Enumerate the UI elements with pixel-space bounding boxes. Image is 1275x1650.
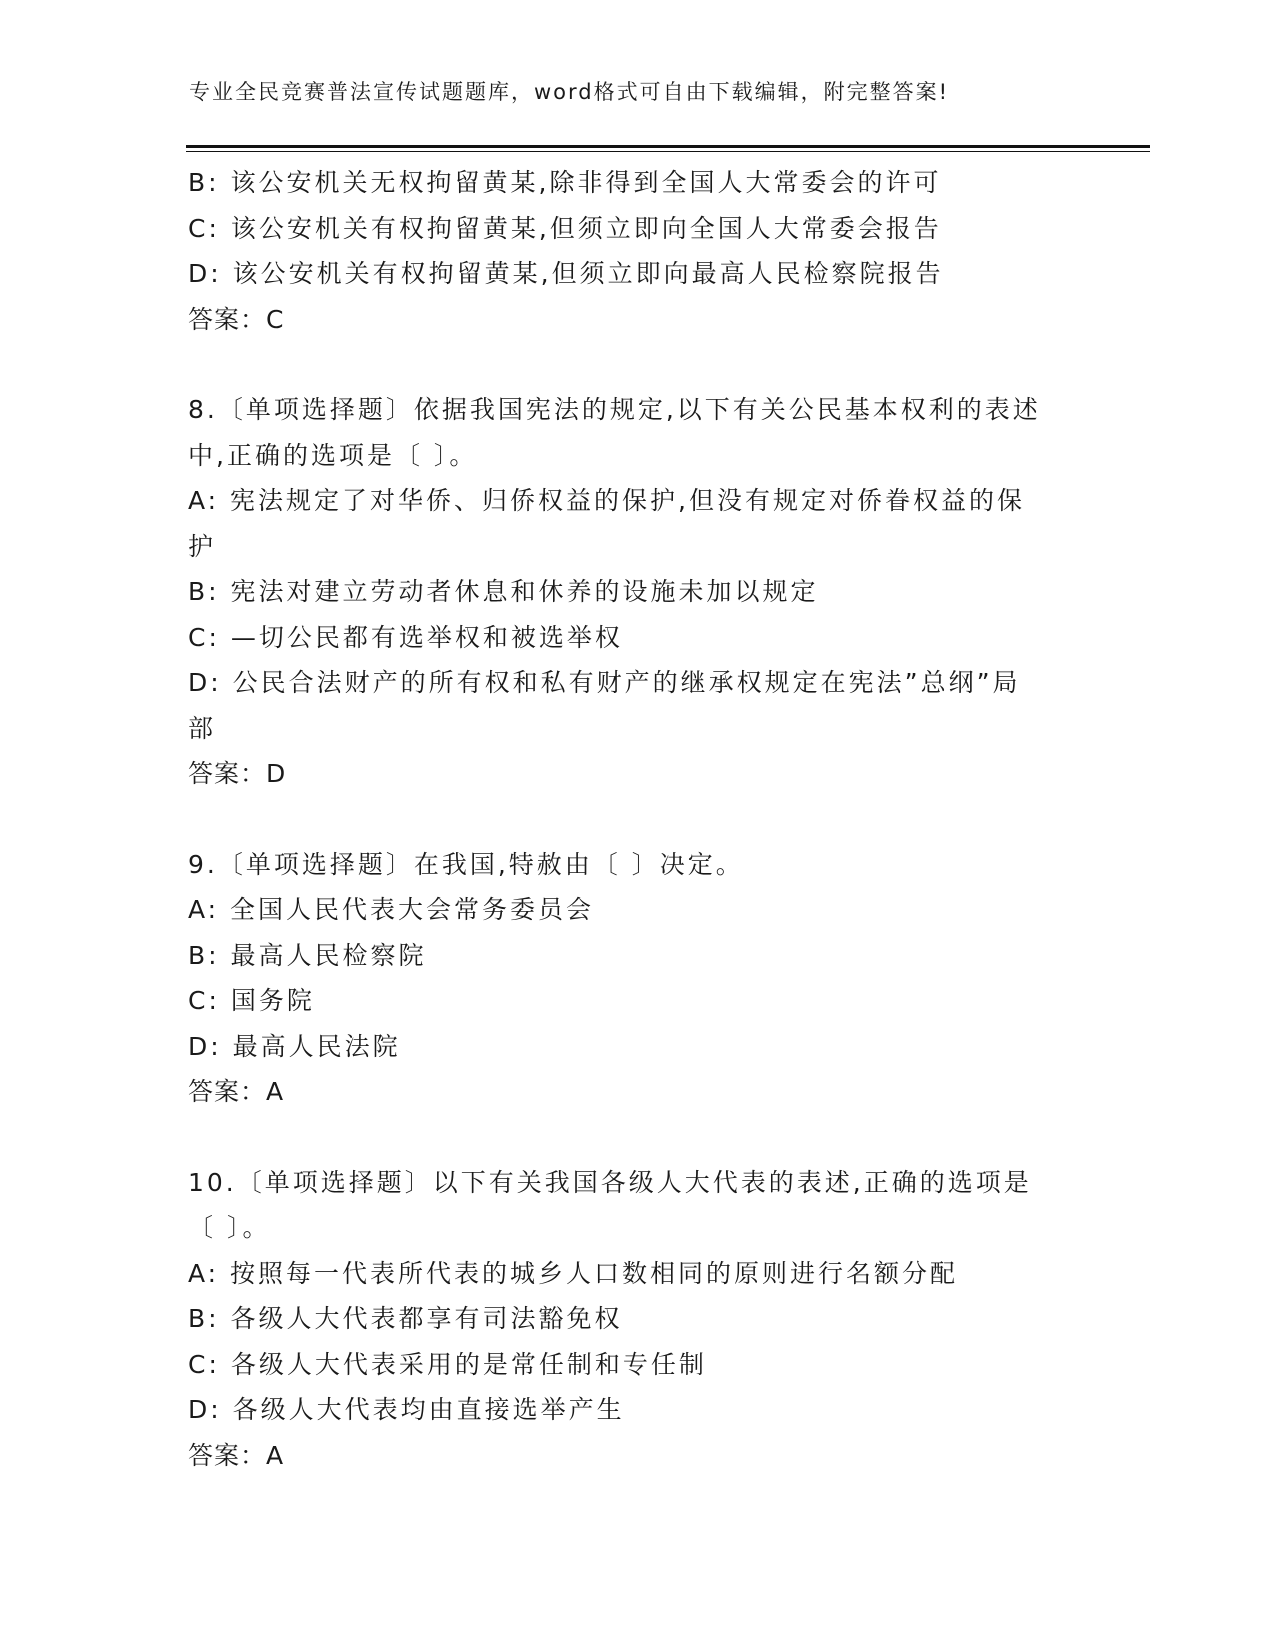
option-d: D: 最高人民法院: [188, 1031, 401, 1061]
option-b: B: 该公安机关无权拘留黄某,除非得到全国人大常委会的许可: [188, 168, 942, 197]
option-d: D: 该公安机关有权拘留黄某,但须立即向最高人民检察院报告: [188, 259, 944, 288]
option-a: A: 宪法规定了对华侨、归侨权益的保护,但没有规定对侨眷权益的保: [188, 486, 1025, 515]
option-c: C: —切公民都有选举权和被选举权: [188, 622, 623, 652]
option-d: D: 各级人大代表均由直接选举产生: [188, 1395, 625, 1424]
question-stem-cont: 〔 〕。: [188, 1213, 271, 1242]
answer: 答案：C: [188, 304, 285, 334]
document-body: [188, 160, 1088, 1478]
option-c: C: 国务院: [188, 986, 315, 1015]
question-7-continuation: [188, 160, 1088, 342]
answer: 答案：A: [188, 1440, 285, 1470]
option-c: C: 该公安机关有权拘留黄某,但须立即向全国人大常委会报告: [188, 213, 942, 243]
answer: 答案：D: [188, 759, 287, 788]
option-d-cont: 部: [188, 713, 217, 743]
answer: 答案：A: [188, 1077, 285, 1106]
question-10: [188, 1160, 1088, 1479]
question-stem: 9.〔单项选择题〕在我国,特赦由〔 〕决定。: [188, 849, 744, 879]
page-header: 专业全民竞赛普法宣传试题题库，word格式可自由下载编辑，附完整答案!: [189, 80, 950, 104]
question-stem-cont: 中,正确的选项是〔 〕。: [188, 440, 478, 470]
option-b: B: 最高人民检察院: [188, 940, 427, 970]
option-a: A: 按照每一代表所代表的城乡人口数相同的原则进行名额分配: [188, 1258, 959, 1288]
question-stem: 8.〔单项选择题〕依据我国宪法的规定,以下有关公民基本权利的表述: [188, 395, 1041, 424]
header-divider: [186, 145, 1150, 152]
question-8: [188, 387, 1088, 797]
question-9: [188, 842, 1088, 1115]
option-d: D: 公民合法财产的所有权和私有财产的继承权规定在宪法”总纲”局: [188, 668, 1021, 697]
option-a: A: 全国人民代表大会常务委员会: [188, 895, 595, 924]
option-b: B: 各级人大代表都享有司法豁免权: [188, 1304, 623, 1333]
question-stem: 10.〔单项选择题〕以下有关我国各级人大代表的表述,正确的选项是: [188, 1167, 1032, 1197]
option-c: C: 各级人大代表采用的是常任制和专任制: [188, 1349, 707, 1379]
option-b: B: 宪法对建立劳动者休息和休养的设施未加以规定: [188, 577, 819, 606]
option-a-cont: 护: [188, 531, 217, 561]
